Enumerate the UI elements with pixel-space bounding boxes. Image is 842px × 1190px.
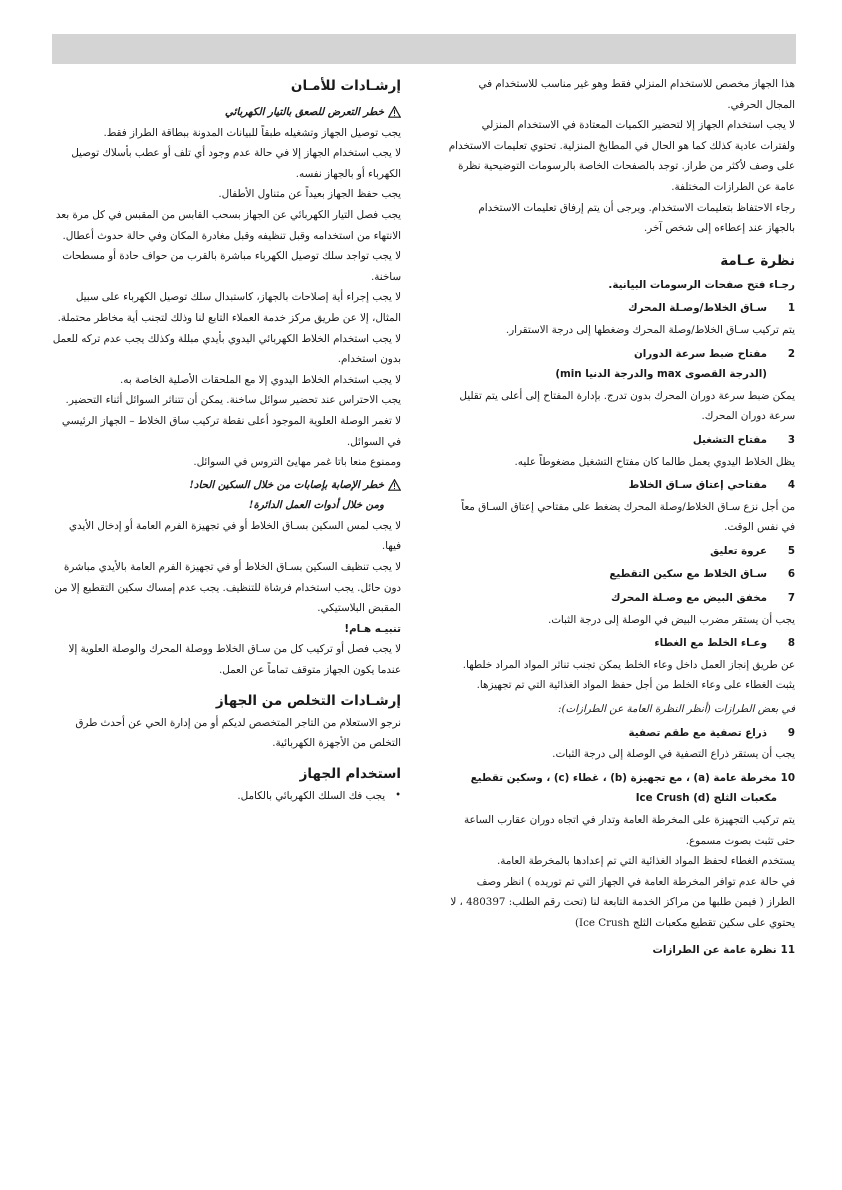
overview-heading: نظرة عـامة: [720, 252, 795, 269]
item-title: 2مفتاح ضبط سرعة الدوران: [633, 347, 795, 360]
disposal-heading: إرشـادات التخلص من الجهاز: [215, 692, 401, 709]
left-column: [50, 74, 401, 806]
safety-line: لا يجب استخدام الخلاط اليدوي إلا مع الملحقات الأصلية الخاصة به.: [120, 373, 401, 386]
item-title: 4مفتاحي إعتاق سـاق الخلاط: [628, 479, 795, 492]
intro-paragraph: هذا الجهاز مخصص للاستخدام المنزلي فقط وهو غير مناسب للاستخدام في المجال الحرفي.: [478, 78, 795, 111]
overview-subheading: رجـاء فتح صفحات الرسومات البيانية.: [608, 278, 795, 291]
warning-triangle-icon: [388, 479, 401, 491]
item-body: من أجل نزع سـاق الخلاط/وصلة المحرك يضغط على مفتاحي إعتاق السـاق معاً في نفس الوقت.: [461, 500, 795, 534]
item-title-cont: مكعبات الثلج Ice Crush (d): [635, 792, 777, 805]
item-title: 5عروة تعليق: [710, 544, 795, 557]
safety-line: لا يجب استخدام الخلاط الكهربائي اليدوي بأيدي مبللة وكذلك يجب عدم تركه للعمل بدون استخدام.: [52, 332, 401, 366]
header-bar: [52, 34, 796, 64]
usage-heading: استخدام الجهاز: [299, 765, 401, 782]
safety-line: لا تغمر الوصلة العلوية الموجود أعلى نقطة تركيب ساق الخلاط – الجهاز الرئيسي في السوائل.: [61, 414, 401, 448]
safety-line: لا يجب تنظيف السكين بسـاق الخلاط أو في تجهيزة الفرم العامة بالأيدي مباشرة دون حائل. يجب استخدام فرشاة للتنظيف. يجب عدم إمساك سكين التقطيع إلا من المقبض البلاستيكي.: [54, 561, 401, 615]
safety-line: يجب الاحتراس عند تحضير سوائل ساخنة. يمكن أن تتناثر السوائل أثناء التحضير.: [65, 394, 401, 407]
knife-warning: خطر الإصابة بإصابات من خلال السكين الحاد!: [50, 475, 401, 496]
safety-line: يجب فصل التيار الكهربائي عن الجهاز بسحب القابس من المقبس في كل مرة بعد الانتهاء من استخدامه وقبل تنظيفه وقبل مغادرة المكان وفي حالة حدوث أعطال.: [55, 208, 401, 242]
item-title: 10مخرطة عامة (a) ، مع تجهيزة (b) ، غطاء (c) ، وسكين تقطيع: [470, 771, 795, 784]
item-title: 6سـاق الخلاط مع سكين التقطيع: [609, 568, 795, 581]
item-body: يجب أن يستقر ذراع التصفية في الوصلة إلى درجة الثبات.: [552, 748, 795, 761]
item-title: 7مخفق البيض مع وصـلة المحرك: [611, 592, 795, 605]
shock-warning: خطر التعرض للصعق بالتيار الكهربائي: [50, 102, 401, 123]
bullet-icon: •: [395, 789, 401, 801]
item-title: 3مفتاح التشغيل: [692, 433, 795, 446]
item-title: 1سـاق الخلاط/وصـلة المحرك: [628, 302, 795, 315]
item-title-cont: (الدرجة القصوى max والدرجة الدنيا min): [555, 368, 767, 381]
models-note: في بعض الطرازات (أنظر النظرة العامة عن الطرازات):: [558, 703, 795, 716]
safety-line: لا يجب تواجد سلك توصيل الكهرباء مباشرة بالقرب من حواف حادة أو مسطحات ساخنة.: [62, 250, 401, 283]
item-title: 8وعـاء الخلط مع الغطاء: [654, 637, 795, 650]
safety-heading: إرشـادات للأمـان: [290, 78, 401, 94]
safety-line: لا يجب إجراء أية إصلاحات بالجهاز، كاستبدال سلك توصيل الكهرباء على سبيل المثال، إلا عن طريق مركز خدمة العملاء التابع لنا وذلك لتجنب أية مخاطر محتملة.: [57, 291, 401, 324]
caution-label: تنبيـه هـام!: [344, 622, 401, 635]
safety-line: يجب توصيل الجهاز وتشغيله طبقاً للبيانات المدونة ببطاقة الطراز فقط.: [103, 126, 401, 139]
safety-line: لا يجب استخدام الجهاز إلا في حالة عدم وجود أي تلف أو عطب بأسلاك توصيل الكهرباء أو بالجهاز نفسه.: [71, 147, 401, 180]
caution-text: لا يجب فصل أو تركيب كل من سـاق الخلاط ووصلة المحرك والوصلة العلوية إلا عندما يكون الجهاز متوقف تماماً عن العمل.: [68, 643, 401, 677]
intro-paragraph: لا يجب استخدام الجهاز إلا لتحضير الكميات المعتادة في الاستخدام المنزلي ولفترات عادية كذلك كما هو الحال في المطابخ المنزلية. تحتوي تعليمات الاستخدام على وصف لأكثر من طراز. توجد بالصفحات الخاصة بالرسومات التوضيحية نظرة عامة عن الطرازات المختلفة.: [448, 119, 795, 193]
intro-paragraph: رجاء الاحتفاظ بتعليمات الاستخدام. ويرجى أن يتم إرفاق تعليمات الاستخدام بالجهاز عند إعطاءه إلى شخص آخر.: [478, 201, 795, 235]
item-body: يظل الخلاط اليدوي يعمل طالما كان مفتاح التشغيل مضغوطاً عليه.: [514, 455, 795, 468]
item-body: يتم تركيب التجهيزة على المخرطة العامة وتدار في اتجاه دوران عقارب الساعة حتى تثبت بصوت مسموع.: [463, 814, 795, 847]
knife-warning-cont: ومن خلال أدوات العمل الدائرة!: [248, 499, 384, 512]
item-title: 11نظرة عامة عن الطرازات: [652, 943, 795, 956]
item-body: عن طريق إنجاز العمل داخل وعاء الخلط يمكن تجنب تناثر المواد المراد خلطها. يثبت الغطاء على وعاء الخلط من أجل حفظ المواد الغذائية التي تم تجهيزها.: [462, 658, 795, 692]
item-body: في حالة عدم توافر المخرطة العامة في الجهاز التي تم توريده ) انظر وصف الطراز ( فيمن طلبها من مراكز الخدمة التابعة لنا (تحت رقم الطلب: 480397 ، لا يحتوي على سكين تقطيع مكعبات الثلج Ice Crush): [450, 875, 795, 929]
item-body: يجب أن يستقر مضرب البيض في الوصلة إلى درجة الثبات.: [547, 613, 795, 626]
item-body: يتم تركيب سـاق الخلاط/وصلة المحرك وضغطها إلى درجة الاستقرار.: [505, 323, 795, 336]
item-body: يستخدم الغطاء لحفظ المواد الغذائية التي تم إعدادها بالمخرطة العامة.: [496, 855, 795, 868]
safety-line: لا يجب لمس السكين بسـاق الخلاط أو في تجهيزة الفرم العامة أو إدخال الأيدي فيها.: [68, 519, 401, 553]
disposal-text: نرجو الاستعلام من التاجر المتخصص لديكم أو من إدارة الحي عن أحدث طرق التخلص من الأجهزة الكهربائية.: [75, 716, 401, 750]
item-title: 9ذراع تصفية مع طقم تصفية: [628, 726, 795, 739]
safety-line: يجب حفظ الجهاز بعيداً عن متناول الأطفال.: [218, 188, 401, 201]
warning-triangle-icon: [388, 106, 401, 118]
right-column: [447, 74, 795, 960]
usage-bullet: • يجب فك السلك الكهربائي بالكامل.: [50, 786, 401, 807]
item-body: يمكن ضبط سرعة دوران المحرك بدون تدرج. بإدارة المفتاح إلى أعلى يتم تقليل سرعة دوران المحرك.: [459, 389, 795, 423]
safety-line: وممنوع منعا باتا غمر مهايئ التروس في السوائل.: [193, 456, 401, 469]
